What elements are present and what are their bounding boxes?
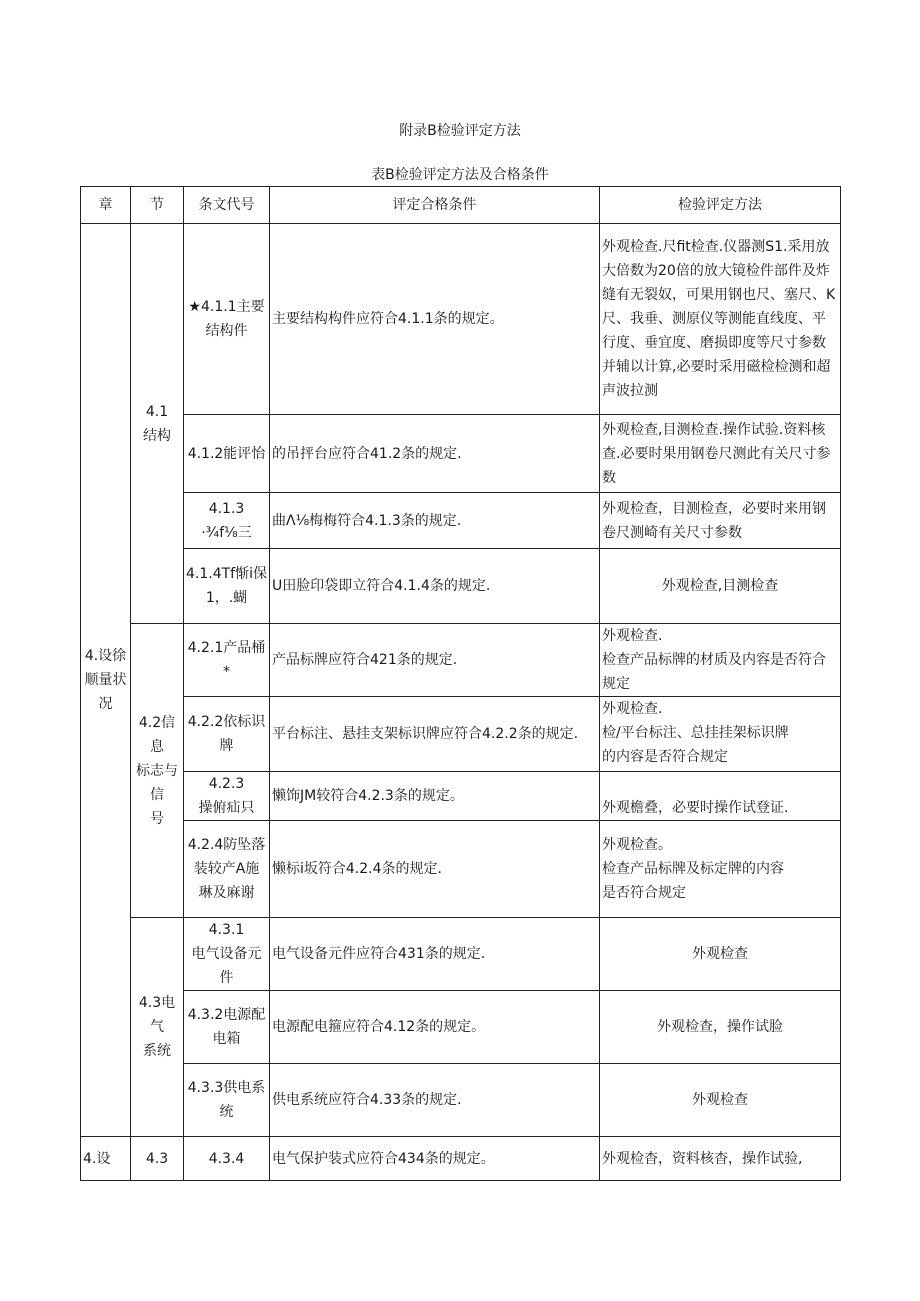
header-condition: 评定合格条件 [270, 187, 600, 224]
method-cell: 外观检杳，资料核杳，操作试验, [600, 1137, 841, 1181]
code-cell: ★4.1.1主要 结构件 [184, 224, 270, 415]
table-row [81, 697, 841, 772]
header-code: 条文代号 [184, 187, 270, 224]
section-cell: 4.3 [131, 1137, 184, 1181]
method-cell: 外观检查，操作试脸 [600, 991, 841, 1064]
table-row [81, 1064, 841, 1137]
chapter-cell: 4.设徐 顺量状 况 [81, 224, 131, 1137]
code-cell: 4.1.4Tf惭i保 1，.蝴 [184, 549, 270, 624]
header-row [81, 187, 841, 224]
chapter-cell: 4.设 [81, 1137, 131, 1181]
section-cell-4-3: 4.3电气 系统 [131, 918, 184, 1137]
condition-cell: 主要结构构件应符合4.1.1条的规定。 [270, 224, 600, 415]
table-row [81, 224, 841, 415]
condition-cell: 电源配电箍应符合4.12条的规定。 [270, 991, 600, 1064]
code-cell: 4.3.2电源配 电箱 [184, 991, 270, 1064]
code-cell: 4.2.3 操俯疝只 [184, 772, 270, 821]
header-chapter: 章 [81, 187, 131, 224]
condition-cell: 电气保护装式应符合434条的规定。 [270, 1137, 600, 1181]
code-cell: 4.3.3供电系 统 [184, 1064, 270, 1137]
evaluation-table [80, 186, 841, 1181]
condition-cell: 产品标牌应符合421条的规定. [270, 624, 600, 697]
method-cell: 外观检查 [600, 918, 841, 991]
method-cell: 外观检查,目测检查.操作试验.资料核查.必要时果用钢卷尺测此有关尺寸参数 [600, 415, 841, 493]
method-cell: 外观檐叠，必要时操作试登证. [600, 772, 841, 821]
condition-cell: U田脸印袋即立符合4.1.4条的规定. [270, 549, 600, 624]
method-cell: 外观检查.尺fit检查.仪器测S1.采用放大倍数为20倍的放大镜检件部件及炸缝有无裂奴，可果用钢也尺、塞尺、K尺、我垂、测原仪等测能直线度、平行度、垂宜度、磨损即度等尺寸参数并辅以计算,必要时采用磁检检测和超声波拉测 [600, 224, 841, 415]
code-cell: 4.1.3 ·¾f⅛三 [184, 493, 270, 549]
code-cell: 4.2.1产品桶 * [184, 624, 270, 697]
header-method: 检验评定方法 [600, 187, 841, 224]
method-cell: 外观检查。 检查产品标牌及标定牌的内容 是否符合规定 [600, 821, 841, 918]
method-cell: 外观检查 [600, 1064, 841, 1137]
code-cell: 4.2.4防坠落 装较产A施 琳及麻谢 [184, 821, 270, 918]
table-row [81, 991, 841, 1064]
table-row [81, 415, 841, 493]
method-cell: 外观检查,目测检查 [600, 549, 841, 624]
section-cell-4-2: 4.2信息 标志与 信 号 [131, 624, 184, 918]
condition-cell: 曲Λ⅛梅梅符合4.1.3条的规定. [270, 493, 600, 549]
table-row [81, 772, 841, 821]
table-row [81, 1137, 841, 1181]
code-cell: 4.1.2能评怡 [184, 415, 270, 493]
table-row [81, 918, 841, 991]
table-row [81, 549, 841, 624]
header-section: 节 [131, 187, 184, 224]
method-cell: 外观检查. 检查产品标牌的材质及内容是否符合规定 [600, 624, 841, 697]
condition-cell: 懒标i坂符合4.2.4条的规定. [270, 821, 600, 918]
section-cell-4-1: 4.1 结构 [131, 224, 184, 624]
appendix-title: 附录B检验评定方法 [399, 123, 521, 139]
table-title: 表B检验评定方法及合格条件 [371, 167, 549, 183]
code-cell: 4.3.1 电气设备元 件 [184, 918, 270, 991]
method-cell: 外观检查，目测检查，必要时来用钢卷尺测崎有关尺寸参数 [600, 493, 841, 549]
table-row [81, 493, 841, 549]
code-cell: 4.2.2依标识 牌 [184, 697, 270, 772]
table-row [81, 624, 841, 697]
table-row [81, 821, 841, 918]
method-cell: 外观检查. 检/平台标注、总挂挂架标识牌 的内容是否符合规定 [600, 697, 841, 772]
code-cell: 4.3.4 [184, 1137, 270, 1181]
condition-cell: 供电系统应符合4.33条的规定. [270, 1064, 600, 1137]
condition-cell: 的吊抨台应符合41.2条的规定. [270, 415, 600, 493]
condition-cell: 平台标注、悬挂支架标识牌应符合4.2.2条的规定. [270, 697, 600, 772]
condition-cell: 电气设备元件应符合431条的规定. [270, 918, 600, 991]
condition-cell: 懒饰JM较符合4.2.3条的规定。 [270, 772, 600, 821]
